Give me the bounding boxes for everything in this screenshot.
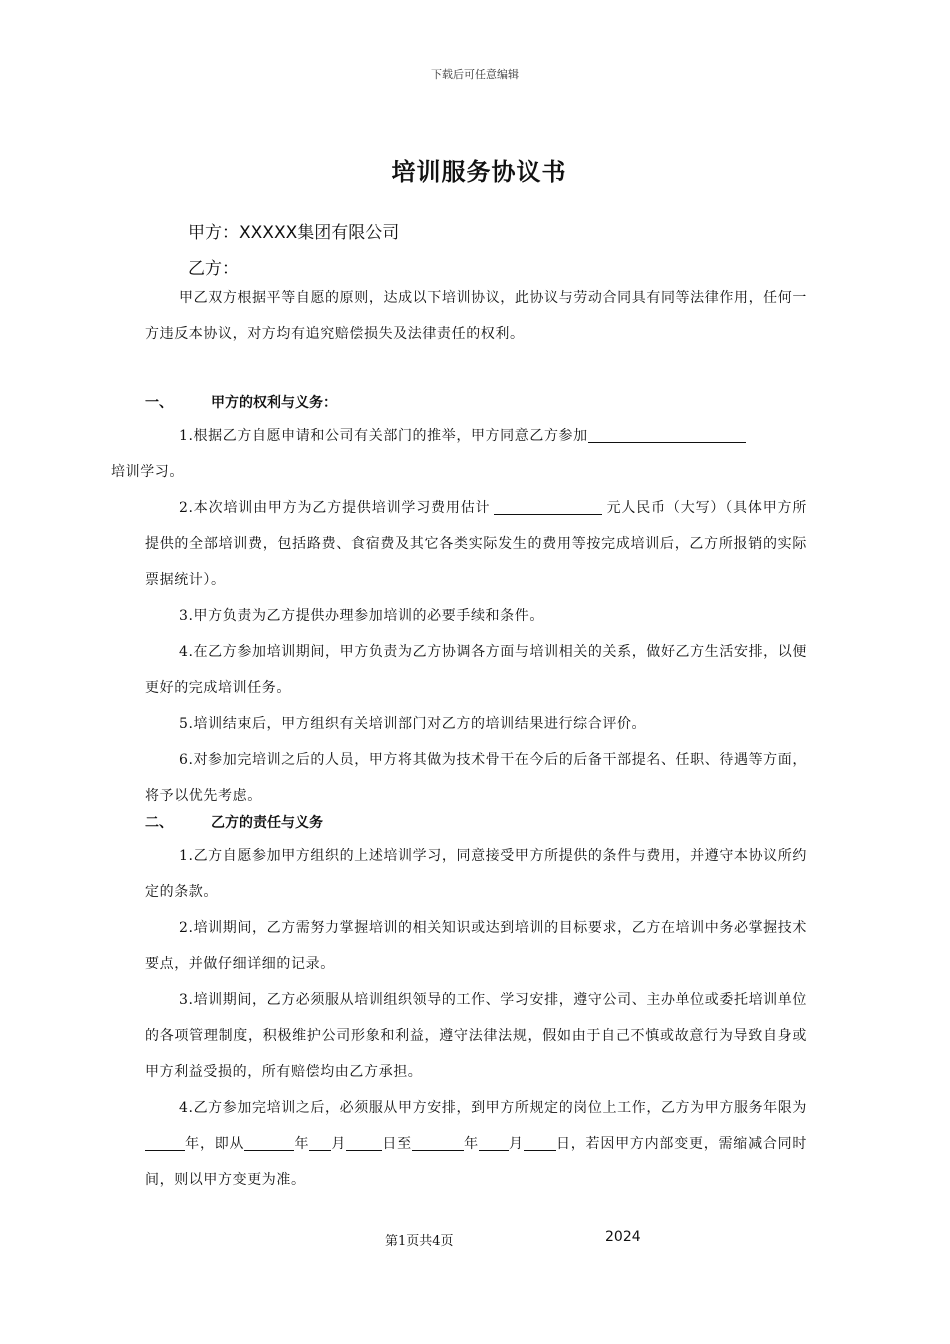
item-text: 年 [294,1136,310,1152]
section-2-item-2: 2.培训期间，乙方需努力掌握培训的相关知识或达到培训的目标要求，乙方在培训中务必掌握技术要点，并做仔细详细的记录。 [145,920,807,972]
section-1-number: 一、 [145,395,173,411]
fill-blank-cost [494,500,602,515]
section-1-item-6: 6.对参加完培训之后的人员，甲方将其做为技术骨干在今后的后备干部提名、任职、待遇等方面，将予以优先考虑。 [145,752,807,804]
item-text: 元人民币（大写）（具体甲方所提供的全部培训费，包括路费、食宿费及其它各类实际发生的费用等按完成培训后，乙方所报销的实际票据统计）。 [145,500,807,588]
fill-blank-start-day [346,1136,382,1151]
section-1-heading [145,392,337,412]
section-2-item-1: 1.乙方自愿参加甲方组织的上述培训学习，同意接受甲方所提供的条件与费用，并遵守本协议所约定的条款。 [145,848,807,900]
document-title: 培训服务协议书 [391,158,567,186]
item-text: 4.乙方参加完培训之后，必须服从甲方安排，到甲方所规定的岗位上工作，乙方为甲方服务年限为 [179,1100,807,1116]
header-note: 下载后可任意编辑 [431,68,519,81]
section-2-item-3: 3.培训期间，乙方必须服从培训组织领导的工作、学习安排，遵守公司、主办单位或委托培训单位的各项管理制度，积极维护公司形象和利益，遵守法律法规，假如由于自己不慎或故意行为导致自身或甲方利益受损的，所有赔偿均由乙方承担。 [145,992,807,1080]
item-text: 年，即从 [185,1136,245,1152]
fill-blank-training-name [588,428,746,443]
party-a: 甲方：XXXXX集团有限公司 [188,223,400,243]
fill-blank-end-month [479,1136,509,1151]
fill-blank-years [145,1136,185,1151]
item-text: 1.根据乙方自愿申请和公司有关部门的推举，甲方同意乙方参加 [179,428,588,444]
section-1-item-3: 3.甲方负责为乙方提供办理参加培训的必要手续和条件。 [179,608,544,624]
section-1-item-4: 4.在乙方参加培训期间，甲方负责为乙方协调各方面与培训相关的关系，做好乙方生活安排，以便更好的完成培训任务。 [145,644,807,696]
section-1-item-2 [145,490,807,598]
fill-blank-start-year [244,1136,294,1151]
item-text: 2.本次培训由甲方为乙方提供培训学习费用估计 [179,500,491,516]
footer-year: 2024 [605,1229,641,1245]
item-text: 年 [463,1136,479,1152]
section-1-item-1 [111,418,807,490]
section-1-title: 甲方的权利与义务： [211,395,337,411]
section-1-item-5: 5.培训结束后，甲方组织有关培训部门对乙方的培训结果进行综合评价。 [179,716,647,732]
section-2-number: 二、 [145,815,173,831]
item-text: 日，若因甲方内部变更，需缩减合同时间，则以甲方变更为准。 [145,1136,807,1188]
section-2-title: 乙方的责任与义务 [211,815,323,831]
footer-page-number: 第1页共4页 [385,1234,454,1249]
item-text: 培训学习。 [111,464,184,480]
item-text: 月 [508,1136,524,1152]
item-text: 日至 [382,1136,412,1152]
item-text: 月 [331,1136,347,1152]
fill-blank-end-day [524,1136,556,1151]
fill-blank-end-year [412,1136,464,1151]
party-b: 乙方： [188,259,239,279]
section-2-heading [145,812,323,832]
fill-blank-start-month [309,1136,331,1151]
section-2-item-4 [145,1090,807,1198]
intro-paragraph: 甲乙双方根据平等自愿的原则，达成以下培训协议，此协议与劳动合同具有同等法律作用，任何一方违反本协议，对方均有追究赔偿损失及法律责任的权利。 [145,290,807,342]
